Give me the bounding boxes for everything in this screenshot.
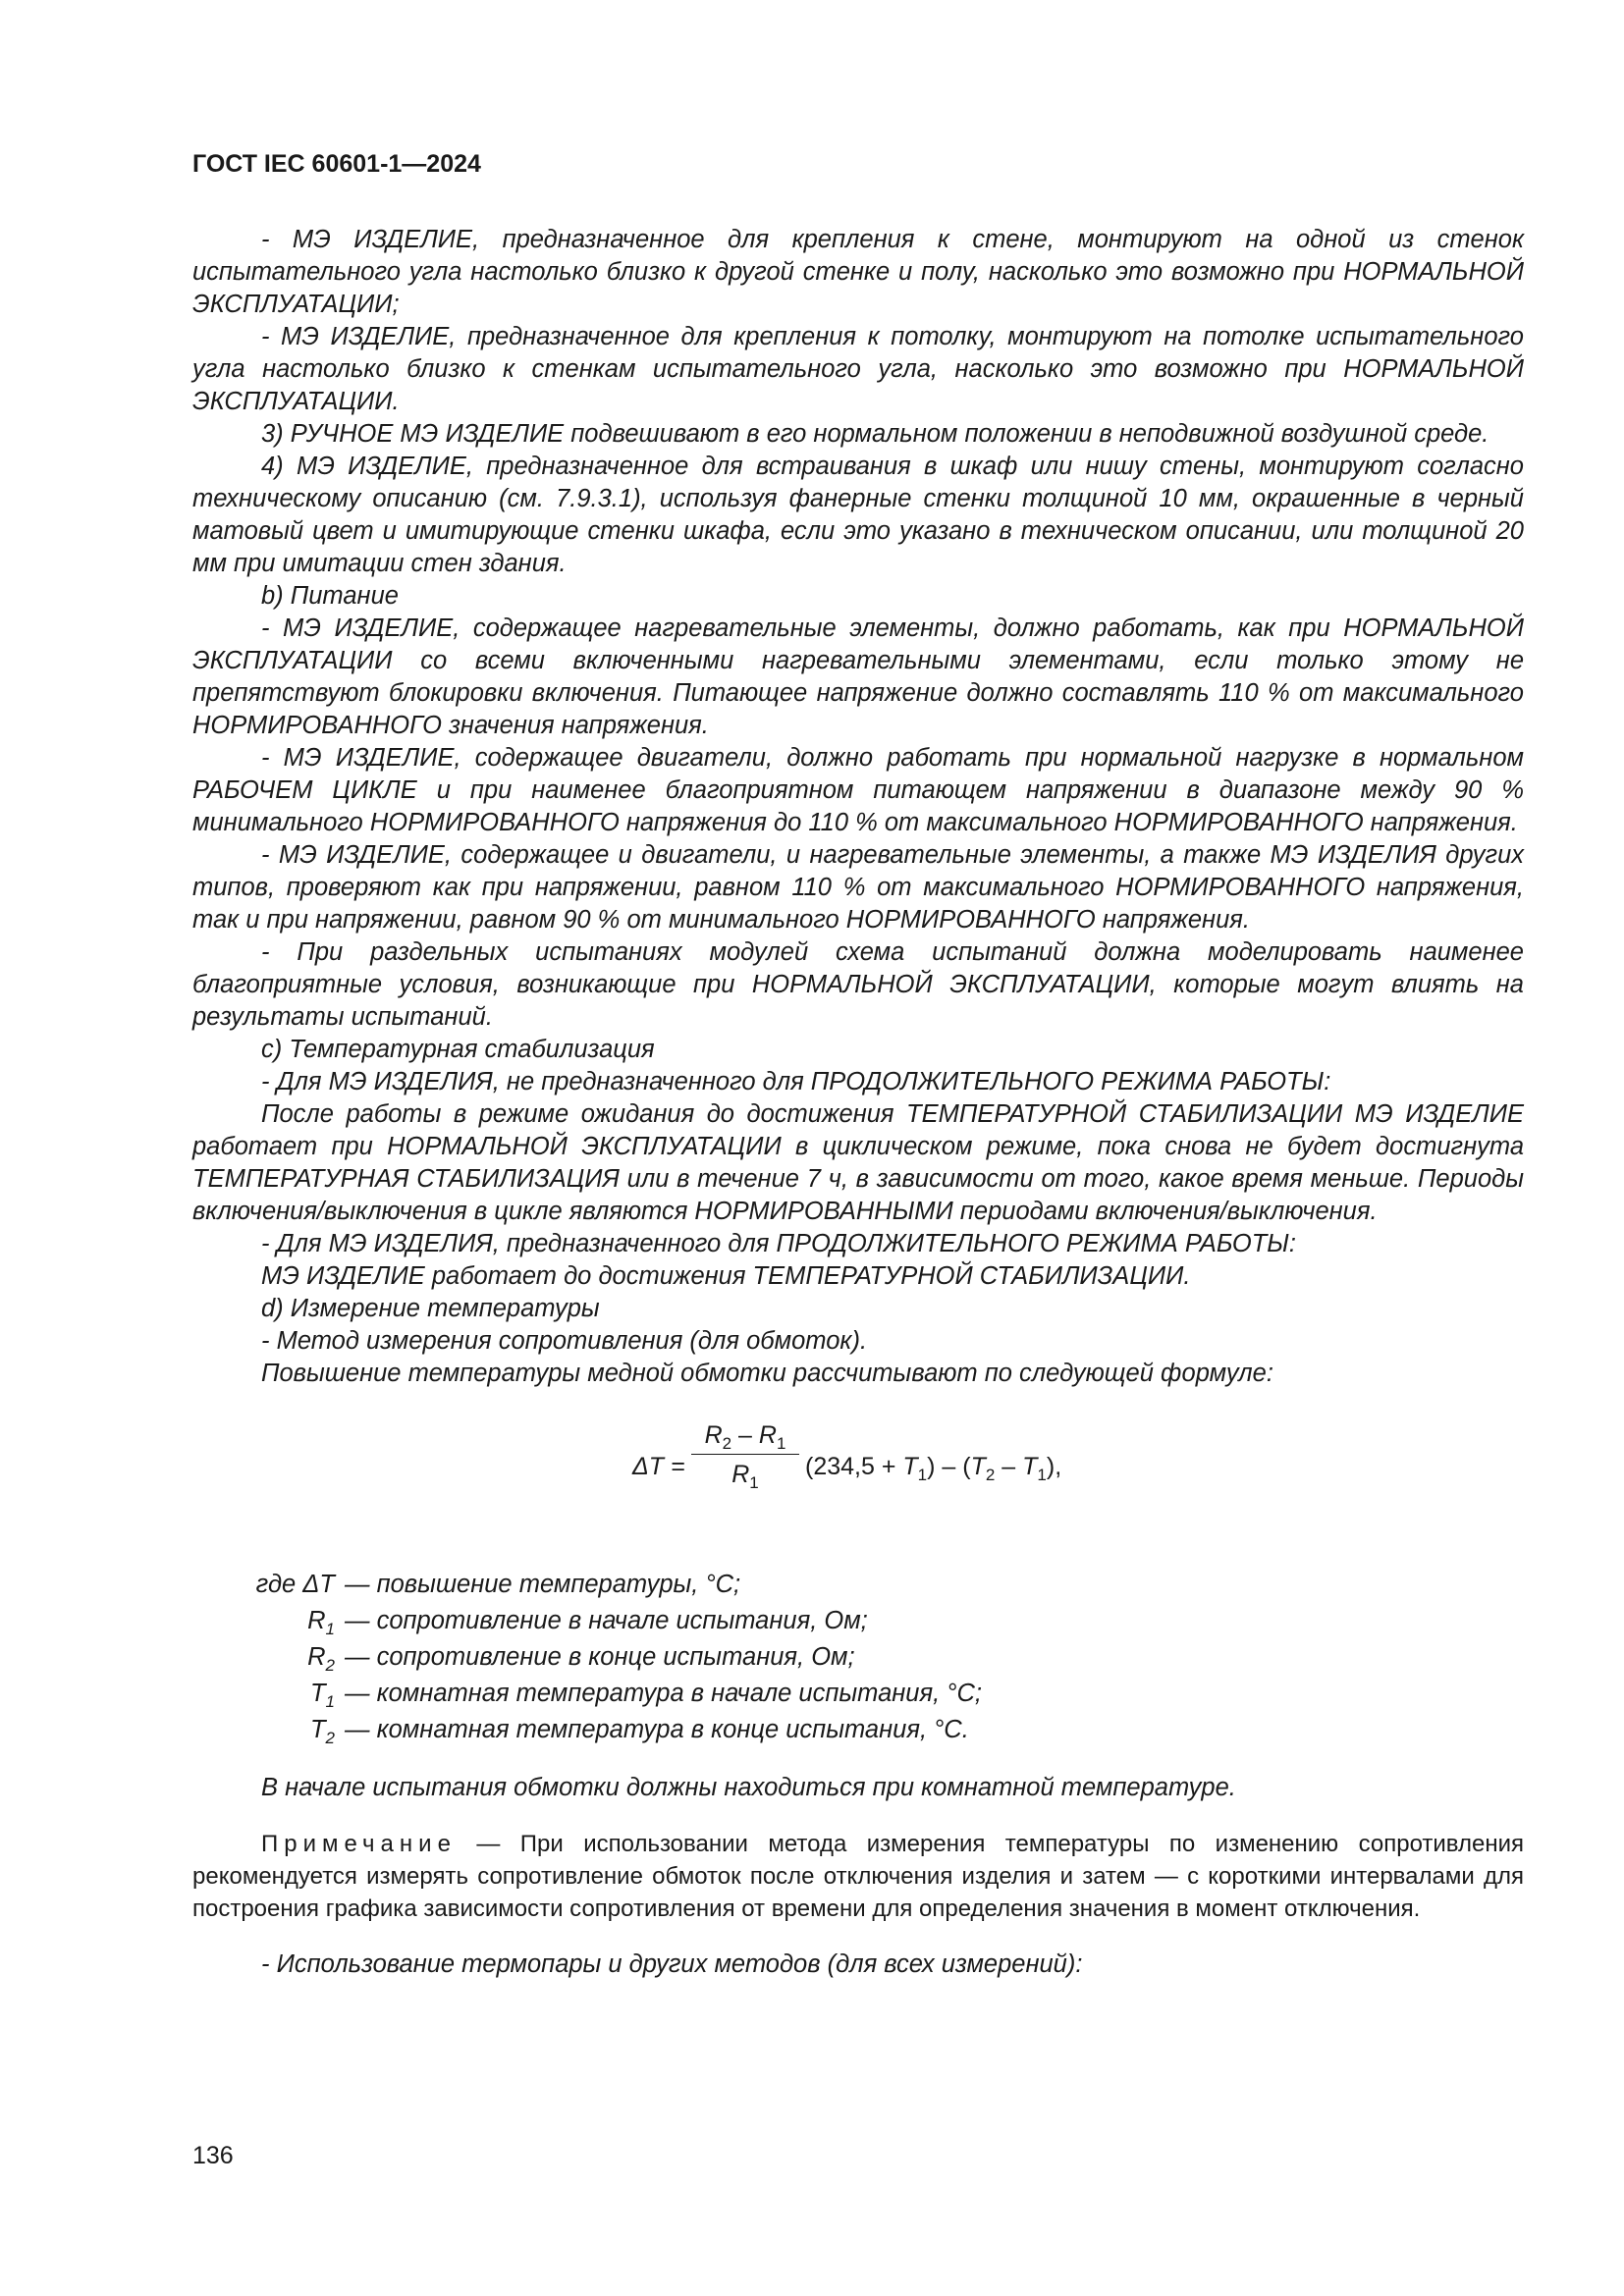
temperature-rise-formula: [192, 1419, 1524, 1518]
legend-symbol: $R_2$: [307, 1643, 335, 1675]
fraction-bar: [691, 1454, 799, 1455]
paragraph: - Для МЭ ИЗДЕЛИЯ, предназначенного для ПРОДОЛЖИТЕЛЬНОГО РЕЖИМА РАБОТЫ:: [261, 1230, 1296, 1257]
legend-row: [192, 1639, 1524, 1676]
formula-legend: [192, 1567, 1524, 1748]
paragraph: - МЭ ИЗДЕЛИЕ, содержащее двигатели, должно работать при нормальной нагрузке в нормальном РАБОЧЕМ ЦИКЛЕ и при наименее благоприятном питающем напряжении в диапазоне между 90 % минимального НОРМИРОВАННОГО напряжения до 110 % от максимального НОРМИРОВАННОГО напряжения.: [192, 744, 1524, 836]
paragraph: - МЭ ИЗДЕЛИЕ, предназначенное для крепления к потолку, монтируют на потолке испытательного угла настолько близко к стенкам испытательного угла, насколько это возможно при НОРМАЛЬНОЙ ЭКСПЛУАТАЦИИ.: [192, 323, 1524, 415]
paragraph: - МЭ ИЗДЕЛИЕ, содержащее нагревательные элементы, должно работать, как при НОРМАЛЬНОЙ ЭКСПЛУАТАЦИИ со всеми включенными нагревательными элементами, если только этому не препятствуют блокировки включения. Питающее напряжение должно составлять 110 % от максимального НОРМИРОВАННОГО значения напряжения.: [192, 614, 1524, 739]
document-header: ГОСТ IEC 60601-1—2024: [192, 150, 481, 178]
paragraph: c) Температурная стабилизация: [261, 1036, 655, 1063]
paragraph: Повышение температуры медной обмотки рассчитывают по следующей формуле:: [261, 1360, 1273, 1387]
paragraph: В начале испытания обмотки должны находиться при комнатной температуре.: [261, 1774, 1236, 1801]
legend-row: [192, 1676, 1524, 1712]
paragraph: - Метод измерения сопротивления (для обмоток).: [261, 1327, 868, 1355]
legend-row: [192, 1712, 1524, 1748]
note: [192, 1828, 1524, 1925]
paragraph: - МЭ ИЗДЕЛИЕ, содержащее и двигатели, и нагревательные элементы, а также МЭ ИЗДЕЛИЯ других типов, проверяют как при напряжении, равном 110 % от максимального НОРМИРОВАННОГО напряжения, так и при напряжении, равном 90 % от минимального НОРМИРОВАННОГО напряжения.: [192, 841, 1524, 934]
formula-numerator: $R_2 - R_1$: [704, 1421, 786, 1453]
formula-rhs: $(234,5 + T_1) - (T_2 - T_1)$,: [805, 1453, 1062, 1484]
document-body: [192, 224, 1524, 1981]
legend-description: — сопротивление в конце испытания, Ом;: [345, 1643, 855, 1671]
legend-row: [192, 1603, 1524, 1639]
legend-symbol: $T_2$: [309, 1716, 335, 1747]
note-label: Примечание: [261, 1831, 457, 1857]
page-number: 136: [192, 2142, 234, 2169]
legend-symbol: $R_1$: [307, 1607, 335, 1638]
legend-description: — комнатная температура в начале испытания, °C;: [345, 1680, 982, 1707]
paragraph: - МЭ ИЗДЕЛИЕ, предназначенное для крепления к стене, монтируют на одной из стенок испытательного угла настолько близко к другой стенке и полу, насколько это возможно при НОРМАЛЬНОЙ ЭКСПЛУАТАЦИИ;: [192, 226, 1524, 318]
legend-description: — повышение температуры, °C;: [345, 1571, 741, 1598]
paragraph: d) Измерение температуры: [261, 1295, 600, 1322]
note-text: — При использовании метода измерения температуры по изменению сопротивления рекомендуется измерять сопротивление обмоток после отключения изделия и затем — с короткими интервалами для построения графика зависимости сопротивления от времени для определения значения в момент отключения.: [192, 1831, 1524, 1922]
formula-denominator: $R_1$: [731, 1461, 759, 1492]
paragraph: b) Питание: [261, 582, 399, 610]
legend-description: — сопротивление в начале испытания, Ом;: [345, 1607, 868, 1634]
legend-row: [192, 1567, 1524, 1603]
paragraph: - Для МЭ ИЗДЕЛИЯ, не предназначенного для ПРОДОЛЖИТЕЛЬНОГО РЕЖИМА РАБОТЫ:: [261, 1068, 1331, 1095]
legend-symbol: где ΔT: [255, 1571, 335, 1598]
paragraph: После работы в режиме ожидания до достижения ТЕМПЕРАТУРНОЙ СТАБИЛИЗАЦИИ МЭ ИЗДЕЛИЕ работает при НОРМАЛЬНОЙ ЭКСПЛУАТАЦИИ в циклическом режиме, пока снова не будет достигнута ТЕМПЕРАТУРНАЯ СТАБИЛИЗАЦИЯ или в течение 7 ч, в зависимости от того, какое время меньше. Периоды включения/выключения в цикле являются НОРМИРОВАННЫМИ периодами включения/выключения.: [192, 1100, 1524, 1225]
paragraph: МЭ ИЗДЕЛИЕ работает до достижения ТЕМПЕРАТУРНОЙ СТАБИЛИЗАЦИИ.: [261, 1262, 1191, 1290]
paragraph: 4) МЭ ИЗДЕЛИЕ, предназначенное для встраивания в шкаф или нишу стены, монтируют согласно техническому описанию (см. 7.9.3.1), используя фанерные стенки толщиной 10 мм, окрашенные в черный матовый цвет и имитирующие стенки шкафа, если это указано в техническом описании, или толщиной 20 мм при имитации стен здания.: [192, 453, 1524, 577]
legend-description: — комнатная температура в конце испытания, °C.: [345, 1716, 969, 1743]
legend-symbol: $T_1$: [309, 1680, 335, 1711]
formula-fraction: [691, 1419, 799, 1490]
paragraph: - При раздельных испытаниях модулей схема испытаний должна моделировать наименее благоприятные условия, возникающие при НОРМАЛЬНОЙ ЭКСПЛУАТАЦИИ, которые могут влиять на результаты испытаний.: [192, 938, 1524, 1031]
formula-lhs: ΔT =: [632, 1453, 685, 1480]
paragraph: 3) РУЧНОЕ МЭ ИЗДЕЛИЕ подвешивают в его нормальном положении в неподвижной воздушной среде.: [261, 420, 1489, 448]
paragraph: - Использование термопары и других методов (для всех измерений):: [261, 1950, 1083, 1978]
